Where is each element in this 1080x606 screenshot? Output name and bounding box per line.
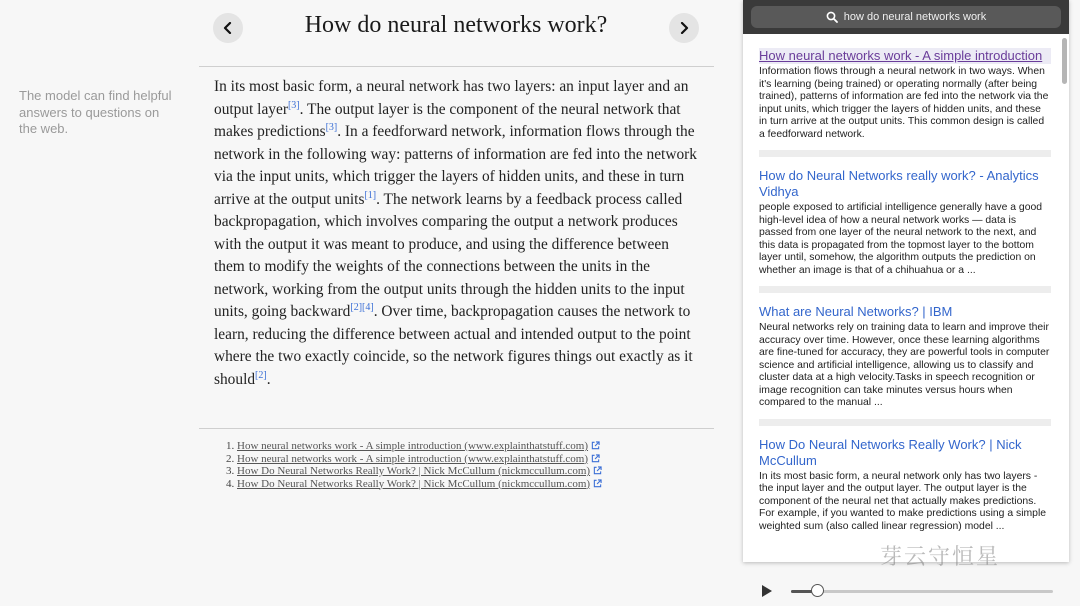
answer-segment: In its most basic form, a neural network has two layers: an input layer and an output layer — [214, 78, 689, 118]
page-title: How do neural networks work? — [304, 12, 608, 38]
scrollbar[interactable] — [1062, 38, 1067, 84]
citation-link[interactable]: [2] — [255, 369, 267, 381]
answer-text — [214, 76, 700, 391]
results-list — [759, 48, 1051, 542]
result-snippet: Neural networks rely on training data to learn and improve their accuracy over time. However, once these learning algorithms are fine-tuned for accuracy, they are powerful tools in computer science and artificial intelligence, allowing us to classify and cluster data at a high velocity.Tasks in speech recognition or image recognition can take minutes versus hours when compared to the manual ... — [759, 322, 1050, 408]
answer-segment: . — [266, 370, 271, 388]
result-title-link[interactable]: How do Neural Networks really work? - Analytics Vidhya — [759, 168, 1039, 199]
search-query: how do neural networks work — [843, 11, 987, 23]
result-title-link[interactable]: How Do Neural Networks Really Work? | Nick McCullum — [759, 436, 1022, 468]
result-separator — [759, 286, 1051, 293]
next-button[interactable] — [669, 13, 699, 43]
external-link-icon[interactable] — [591, 454, 600, 463]
previous-button[interactable] — [213, 13, 243, 43]
citation-link[interactable]: [2][4] — [350, 301, 374, 313]
side-note: The model can find helpful answers to questions on the web. — [19, 88, 172, 136]
search-result — [759, 304, 1051, 410]
progress-track[interactable] — [791, 590, 1053, 593]
result-snippet: In its most basic form, a neural network only has two layers - the input layer and the output layer. The output layer is the component of the neural net that actually makes predictions. For example, if you wanted to make predictions using a simple weighted sum (also called linear regression) model ... — [759, 470, 1047, 532]
reference-link[interactable]: How neural networks work - A simple introduction (www.explainthatstuff.com) — [237, 452, 589, 465]
search-result — [759, 48, 1051, 141]
reference-item — [237, 453, 602, 466]
chevron-left-icon — [222, 22, 234, 34]
play-button[interactable] — [754, 577, 780, 605]
result-separator — [759, 150, 1051, 157]
reference-item — [237, 478, 602, 491]
result-title-link[interactable]: What are Neural Networks? | IBM — [759, 304, 953, 319]
result-snippet: Information flows through a neural network in two ways. When it's learning (being trained) or operating normally (after being trained), patterns of information are fed into the network via the input units, which trigger the layers of hidden units, and these in turn arrive at the output units. This common design is called a feedforward network. — [759, 66, 1049, 140]
reference-item — [237, 465, 602, 478]
reference-item — [237, 440, 602, 453]
progress-thumb[interactable] — [811, 584, 824, 597]
result-separator — [759, 419, 1051, 426]
divider — [199, 66, 714, 67]
external-link-icon[interactable] — [593, 479, 602, 488]
answer-segment: . Over time, backpropagation causes the network to learn, reducing the difference between actual and intended output to the point where the two exactly coincide, so the network figures things out exactly as it should — [214, 303, 693, 388]
external-link-icon[interactable] — [591, 441, 600, 450]
search-icon — [826, 11, 838, 23]
search-result — [759, 168, 1051, 277]
citation-link[interactable]: [3] — [325, 121, 338, 133]
reference-link[interactable]: How Do Neural Networks Really Work? | Nick McCullum (nickmccullum.com) — [237, 465, 591, 477]
search-result — [759, 437, 1051, 534]
search-panel — [743, 0, 1069, 562]
reference-list — [225, 440, 602, 490]
answer-segment: . In a feedforward network, information flows through the network in the following way: patterns of information are fed into the network via the input units, which trigger the layers of hidden units, and these in turn arrive at the output units — [214, 123, 697, 208]
external-link-icon[interactable] — [593, 466, 602, 475]
divider — [199, 428, 714, 429]
reference-link[interactable]: How neural networks work - A simple introduction (www.explainthatstuff.com) — [237, 440, 589, 452]
reference-link[interactable]: How Do Neural Networks Really Work? | Nick McCullum (nickmccullum.com) — [237, 477, 591, 490]
citation-link[interactable]: [1] — [364, 189, 377, 201]
citation-link[interactable]: [3] — [287, 99, 300, 111]
result-title-link[interactable]: How neural networks work - A simple introduction — [759, 48, 1051, 64]
play-icon — [761, 584, 773, 598]
search-bar — [743, 0, 1069, 34]
search-input[interactable] — [751, 6, 1061, 28]
result-snippet: people exposed to artificial intelligence generally have a good high-level idea of how a neural network works — data is passed from one layer of the neural network to the next, and this data is propagated from the topmost layer to the bottom layer until, somehow, the algorithm outputs the prediction on whether an image is that of a chihuahua or a ... — [759, 202, 1043, 276]
chevron-right-icon — [678, 22, 690, 34]
answer-segment: . The output layer is the component of the neural network that makes predictions — [214, 100, 681, 140]
answer-segment: . The network learns by a feedback process called backpropagation, which involves comparing the output a network produces with the output it was meant to produce, and using the difference between them to modify the weights of the connections between the units in the network, working from the output units through the hidden units to the input units, going backward — [214, 190, 685, 320]
watermark: 芽云守恒星 — [880, 545, 1001, 570]
